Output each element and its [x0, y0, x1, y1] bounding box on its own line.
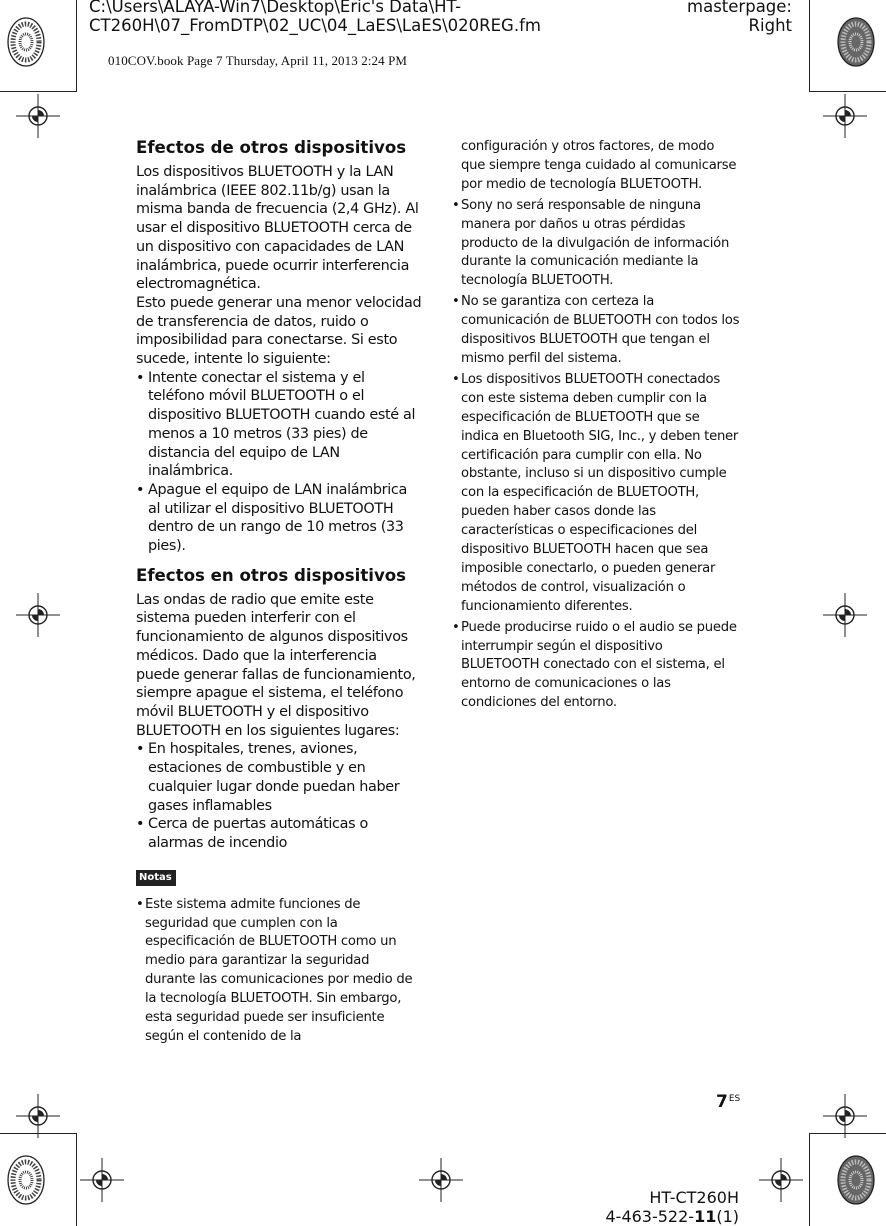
- note-item: • Los dispositivos BLUETOOTH conectados con este sistema deben cumplir con la especificación de BLUETOOTH que se indica en Bluetooth SIG, Inc., y deben tener certificación para cumplir con ella. No obstante, incluso si un dispositivo cumple con la especificación de BLUETOOTH, pueden haber casos donde las características o especificaciones del dispositivo BLUETOOTH hacen que sea imposible conectarlo, o pueden generar métodos de control, visualización o funcionamiento diferentes.: [452, 371, 740, 617]
- crop-mark: [809, 1133, 810, 1226]
- part-number-prefix: 4-463-522-: [605, 1206, 695, 1226]
- crop-mark: [76, 0, 77, 92]
- note-item: • Sony no será responsable de ninguna manera por daños u otras pérdidas producto de la divulgación de información durante la comunicación mediante la tecnología BLUETOOTH.: [452, 197, 740, 292]
- note-continued: configuración y otros factores, de modo que siempre tenga cuidado al comunicarse por medio de tecnología BLUETOOTH.: [461, 139, 737, 192]
- right-column: [452, 138, 740, 713]
- crop-mark: [809, 0, 810, 92]
- list-item: • Intente conectar el sistema y el teléfono móvil BLUETOOTH o el dispositivo BLUETOOTH cuando esté al menos a 10 metros (33 pies) de distancia del equipo de LAN inalámbrica.: [136, 369, 422, 481]
- masterpage-line2: Right: [748, 16, 792, 35]
- crop-mark: [0, 91, 77, 92]
- registration-disk-icon: [6, 16, 46, 68]
- registration-disk-icon: [6, 1154, 46, 1206]
- part-number-revision: 11: [694, 1206, 717, 1226]
- note-item: • No se garantiza con certeza la comunicación de BLUETOOTH con todos los dispositivos BLUETOOTH que tengan el mismo perfil del sistema.: [452, 293, 740, 369]
- page-number-value: 7: [716, 1092, 728, 1112]
- registration-disk-icon: [836, 16, 876, 68]
- registration-disk-icon: [836, 1154, 876, 1206]
- notes-label: Notas: [136, 870, 176, 886]
- note-item: • Este sistema admite funciones de seguridad que cumplen con la especificación de BLUETOOTH como un medio para garantizar la seguridad durante las comunicaciones por medio de la tecnología BLUETOOTH. Sin embargo, esta seguridad puede ser insuficiente según el contenido de la: [136, 896, 422, 1047]
- file-path-line1: C:\Users\ALAYA-Win7\Desktop\Eric's Data\HT-: [89, 0, 462, 16]
- file-path-line2: CT260H\07_FromDTP\02_UC\04_LaES\LaES\020REG.fm: [89, 16, 541, 35]
- bullet-list: [136, 740, 422, 852]
- model-name: HT-CT260H: [649, 1188, 739, 1207]
- section-title: Efectos en otros dispositivos: [136, 565, 407, 585]
- section-title: Efectos de otros dispositivos: [136, 138, 407, 157]
- note-item: • Puede producirse ruido o el audio se puede interrumpir según el dispositivo BLUETOOTH conectado con el sistema, el entorno de comunicaciones o las condiciones del entorno.: [452, 619, 740, 714]
- part-number: [605, 1208, 739, 1226]
- part-number-suffix: (1): [716, 1206, 739, 1226]
- book-info: 010COV.book Page 7 Thursday, April 11, 2013 2:24 PM: [108, 53, 408, 68]
- masterpage-line1: masterpage:: [687, 0, 792, 16]
- notes-list: [452, 197, 740, 713]
- section-body: [136, 591, 422, 853]
- list-item: • Apague el equipo de LAN inalámbrica al utilizar el dispositivo BLUETOOTH dentro de un rango de 10 metros (33 pies).: [136, 481, 422, 556]
- paragraph: Los dispositivos BLUETOOTH y la LAN inalámbrica (IEEE 802.11b/g) usan la misma banda de frecuencia (2,4 GHz). Al usar el dispositivo BLUETOOTH cerca de un dispositivo con capacidades de LAN inalámbrica, puede ocurrir interferencia electromagnética.: [136, 164, 419, 293]
- notes-list: [136, 896, 422, 1047]
- bullet-list: [136, 369, 422, 556]
- section-body: [136, 163, 422, 556]
- page-language-suffix: ES: [728, 1094, 741, 1104]
- paragraph: Esto puede generar una menor velocidad de transferencia de datos, ruido o imposibilidad para conectarse. Si esto sucede, intente lo siguiente:: [136, 294, 422, 368]
- model-info: [605, 1189, 739, 1226]
- crop-mark: [809, 91, 886, 92]
- page-number: [716, 1092, 739, 1112]
- file-path: [89, 0, 541, 35]
- masterpage-label: [687, 0, 792, 35]
- list-item: • Cerca de puertas automáticas o alarmas de incendio: [136, 815, 422, 852]
- crop-mark: [76, 1133, 77, 1226]
- paragraph: Las ondas de radio que emite este sistema pueden interferir con el funcionamiento de algunos dispositivos médicos. Dado que la interferencia puede generar fallas de funcionamiento, siempre apague el sistema, el teléfono móvil BLUETOOTH y el dispositivo BLUETOOTH en los siguientes lugares:: [136, 591, 416, 739]
- list-item: • En hospitales, trenes, aviones, estaciones de combustible y en cualquier lugar donde puedan haber gases inflamables: [136, 740, 422, 815]
- left-column: [136, 138, 422, 1047]
